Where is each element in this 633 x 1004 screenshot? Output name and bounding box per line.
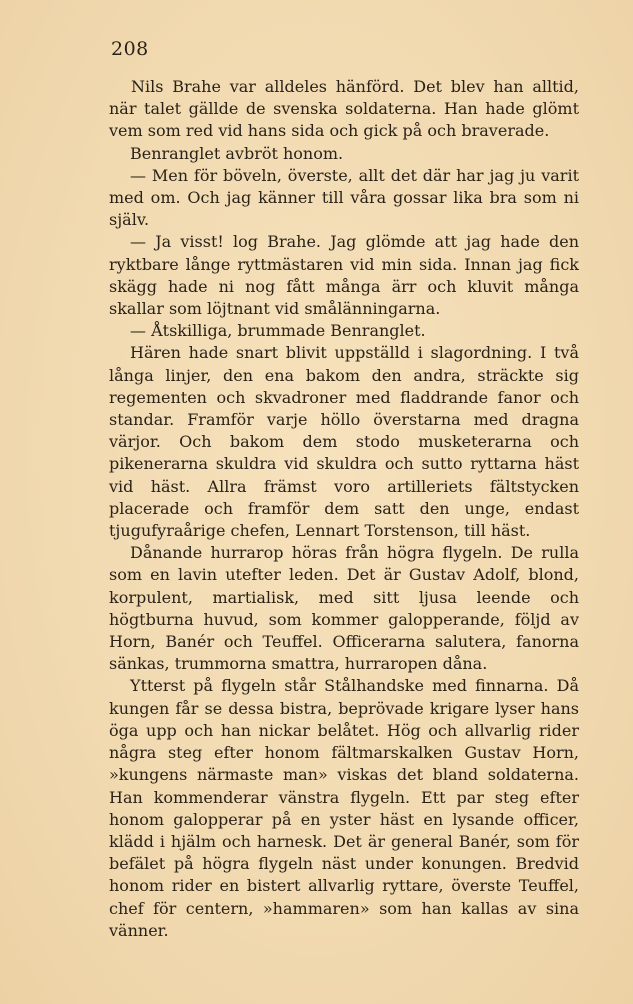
paragraph: — Åtskilliga, brummade Benranglet. [130, 321, 426, 341]
paragraph: Nils Brahe var alldeles hänförd. Det blev han alltid, när talet gällde de svenska soldaterna. Han hade glömt vem som red vid hans sida och gick på och braverade. [109, 77, 579, 141]
paragraph: — Ja visst! log Brahe. Jag glömde att jag hade den ryktbare långe ryttmästaren vid min sida. Innan jag fick skägg hade ni nog fått många ärr och kluvit många skallar som löjtnant vid smålänningarna. [109, 232, 579, 319]
paragraph: — Men för böveln, överste, allt det där har jag ju varit med om. Och jag känner till våra gossar lika bra som ni själv. [109, 165, 579, 230]
paragraph: Ytterst på flygeln står Stålhandske med finnarna. Då kungen får se dessa bistra, beprövade krigare lyser hans öga upp och han nickar belåtet. Hög och allvarlig rider några steg efter honom fältmarskalken Gustav Horn, »kungens närmaste man» viskas det bland soldaterna. Han kommenderar vänstra flygeln. Ett par steg efter honom galopperar på en yster häst en lysande officer, klädd i hjälm och harnesk. Det är general Banér, som för befälet på högra flygeln näst under konungen. Bredvid honom rider en bistert allvarlig ryttare, överste Teuffel, chef för centern, »hammaren» som han kallas av sina vänner. [109, 676, 579, 940]
paragraph: Benranglet avbröt honom. [130, 143, 344, 163]
paragraph: Hären hade snart blivit uppställd i slagordning. I två långa linjer, den ena bakom den andra, sträckte sig regementen och skvadroner med fladdrande fanor och standar. Framför varje höllo överstarna med dragna värjor. Och bakom dem stodo musketerarna och pikenerarna skuldra vid skuldra och sutto ryttarna häst vid häst. Allra främst voro artilleriets fältstycken placerade och framför dem satt den unge, endast tjugufyraårige chefen, Lennart Torstenson, till häst. [109, 343, 579, 541]
page-number: 208 [111, 38, 149, 60]
paragraph: Dånande hurrarop höras från högra flygeln. De rulla som en lavin utefter leden. Det är Gustav Adolf, blond, korpulent, martialisk, med sitt ljusa leende och högtburna huvud, som kommer galopperande, följd av Horn, Banér och Teuffel. Officerarna salutera, fanorna sänkas, trummorna smattra, hurraropen dåna. [109, 543, 579, 674]
body-text [109, 76, 579, 942]
